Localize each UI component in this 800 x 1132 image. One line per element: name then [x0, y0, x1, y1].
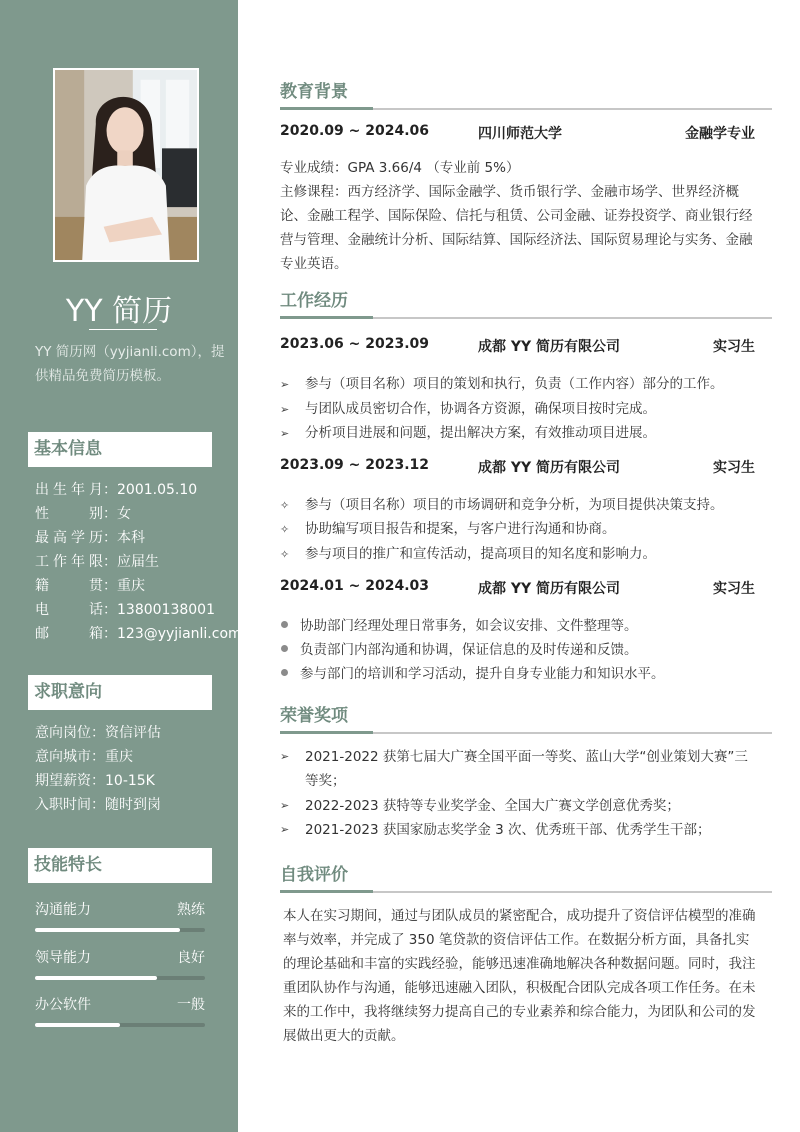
intent-value: 随时到岗	[105, 797, 161, 813]
info-label: 性别	[35, 506, 103, 522]
skill-level: 熟练	[177, 902, 205, 918]
skill-name: 办公软件	[35, 997, 91, 1013]
job-company: 成都 YY 简历有限公司	[478, 460, 621, 476]
info-row-hometown: 籍贯：重庆	[35, 575, 145, 595]
tagline: YY 简历网（yyjianli.com），提供精品免费简历模板。	[35, 344, 225, 384]
info-value: 123@yyjianli.com	[117, 626, 242, 642]
skill-level: 一般	[177, 997, 205, 1013]
profile-photo	[53, 68, 199, 262]
education-school: 四川师范大学	[478, 126, 562, 142]
intent-label: 期望薪资	[35, 773, 91, 789]
education-score: 专业成绩：GPA 3.66/4 （专业前 5%）	[280, 160, 520, 176]
self-eval-rule	[280, 891, 772, 893]
info-row-email: 邮箱：123@yyjianli.com	[35, 623, 242, 643]
intent-row-city: 意向城市：重庆	[35, 749, 133, 765]
skills-heading: 技能特长	[28, 848, 212, 883]
info-row-experience: 工作年限：应届生	[35, 551, 159, 571]
skill-name: 沟通能力	[35, 902, 91, 918]
work-heading: 工作经历	[280, 291, 348, 311]
info-row-education: 最高学历：本科	[35, 527, 145, 547]
self-eval-text: 本人在实习期间，通过与团队成员的紧密配合，成功提升了资信评估模型的准确率与效率，并完成了 350 笔贷款的资信评估工作。在数据分析方面，具备扎实的理论基础和丰富的实践经验，能够迅速准确地解决各种数据问题。同时，我注重团队协作与沟通，能够迅速融入团队，积极配合团队完成各项工作任务。在未来的工作中，我将继续努力提高自己的专业素养和综合能力，为团队和公司的发展做出更大的贡献。	[283, 908, 756, 1044]
info-label: 出生年月	[35, 482, 103, 498]
intent-value: 资信评估	[105, 725, 161, 741]
info-value: 13800138001	[117, 602, 215, 618]
info-label: 工作年限	[35, 554, 103, 570]
dot-bullet-icon	[281, 669, 288, 676]
skill-level: 良好	[177, 950, 205, 966]
info-label: 邮箱	[35, 626, 103, 642]
intent-row-start: 入职时间：随时到岗	[35, 797, 161, 813]
intent-row-salary: 期望薪资：10-15K	[35, 773, 155, 789]
arrow-bullet-icon: ➢	[280, 750, 290, 763]
job-point: ➢ 与团队成员密切合作，协调各方资源，确保项目按时完成。	[280, 401, 656, 417]
job-period: 2023.09 ~ 2023.12	[280, 457, 430, 473]
info-row-gender: 性别：女	[35, 503, 131, 523]
job-point: ➢ 参与（项目名称）项目的策划和执行，负责（工作内容）部分的工作。	[280, 376, 724, 392]
job-period: 2024.01 ~ 2024.03	[280, 578, 430, 594]
honors-heading: 荣誉奖项	[280, 706, 348, 726]
job-company: 成都 YY 简历有限公司	[478, 581, 621, 597]
info-value: 女	[117, 506, 131, 522]
job-period: 2023.06 ~ 2023.09	[280, 336, 430, 352]
sidebar	[0, 0, 242, 1132]
arrow-bullet-icon: ➢	[280, 427, 290, 440]
skill-bar-fill	[35, 928, 180, 932]
job-company: 成都 YY 简历有限公司	[478, 339, 621, 355]
skill-bar	[35, 1023, 205, 1027]
education-heading: 教育背景	[280, 82, 348, 102]
intent-row-position: 意向岗位：资信评估	[35, 725, 161, 741]
info-label: 最高学历	[35, 530, 103, 546]
info-row-birth: 出生年月：2001.05.10	[35, 479, 197, 499]
job-intent-heading: 求职意向	[28, 675, 212, 710]
honor-item: ➢ 2021-2022 获第七届大广赛全国平面一等奖、蓝山大学“创业策划大赛”三等奖；	[280, 745, 760, 793]
skill-bar	[35, 928, 205, 932]
education-rule	[280, 108, 772, 110]
job-point: ✧ 参与（项目名称）项目的市场调研和竞争分析，为项目提供决策支持。	[280, 497, 724, 513]
intent-value: 重庆	[105, 749, 133, 765]
honor-item: ➢ 2022-2023 获特等专业奖学金、全国大广赛文学创意优秀奖；	[280, 794, 760, 818]
job-role: 实习生	[713, 339, 755, 355]
info-value: 重庆	[117, 578, 145, 594]
info-row-phone: 电话：13800138001	[35, 599, 215, 619]
skill-name: 领导能力	[35, 950, 91, 966]
info-value: 应届生	[117, 554, 159, 570]
basic-info-heading: 基本信息	[28, 432, 212, 467]
job-point: 协助部门经理处理日常事务，如会议安排、文件整理等。	[280, 614, 760, 634]
intent-label: 入职时间	[35, 797, 91, 813]
info-value: 2001.05.10	[117, 482, 198, 498]
dot-bullet-icon	[281, 621, 288, 628]
intent-label: 意向岗位	[35, 725, 91, 741]
education-period: 2020.09 ~ 2024.06	[280, 123, 430, 139]
job-point: 参与部门的培训和学习活动，提升自身专业能力和知识水平。	[280, 662, 760, 682]
star-bullet-icon: ✧	[280, 499, 290, 512]
job-role: 实习生	[713, 460, 755, 476]
info-label: 电话	[35, 602, 103, 618]
job-role: 实习生	[713, 581, 755, 597]
name-divider	[89, 329, 157, 330]
skill-bar	[35, 976, 205, 980]
arrow-bullet-icon: ➢	[280, 799, 290, 812]
job-point: ➢ 分析项目进展和问题，提出解决方案，有效推动项目进展。	[280, 425, 656, 441]
intent-value: 10-15K	[105, 773, 155, 789]
self-eval-heading: 自我评价	[280, 865, 348, 885]
education-courses: 主修课程：西方经济学、国际金融学、货币银行学、金融市场学、世界经济概论、金融工程学、国际保险、信托与租赁、公司金融、证券投资学、商业银行经营与管理、金融统计分析、国际结算、国际经济法、国际贸易理论与实务、金融专业英语。	[280, 184, 753, 272]
job-point: 负责部门内部沟通和协调，保证信息的及时传递和反馈。	[280, 638, 760, 658]
arrow-bullet-icon: ➢	[280, 403, 290, 416]
arrow-bullet-icon: ➢	[280, 378, 290, 391]
star-bullet-icon: ✧	[280, 548, 290, 561]
arrow-bullet-icon: ➢	[280, 823, 290, 836]
honor-item: ➢ 2021-2023 获国家励志奖学金 3 次、优秀班干部、优秀学生干部；	[280, 818, 760, 842]
info-value: 本科	[117, 530, 145, 546]
education-major: 金融学专业	[685, 126, 755, 142]
star-bullet-icon: ✧	[280, 523, 290, 536]
job-point: ✧ 协助编写项目报告和提案，与客户进行沟通和协商。	[280, 521, 616, 537]
job-point: ✧ 参与项目的推广和宣传活动，提高项目的知名度和影响力。	[280, 546, 656, 562]
info-label: 籍贯	[35, 578, 103, 594]
honors-rule	[280, 732, 772, 734]
profile-photo-image	[55, 70, 197, 260]
skill-bar-fill	[35, 976, 157, 980]
intent-label: 意向城市	[35, 749, 91, 765]
dot-bullet-icon	[281, 645, 288, 652]
candidate-name: YY 简历	[65, 294, 173, 329]
work-rule	[280, 317, 772, 319]
skill-bar-fill	[35, 1023, 120, 1027]
